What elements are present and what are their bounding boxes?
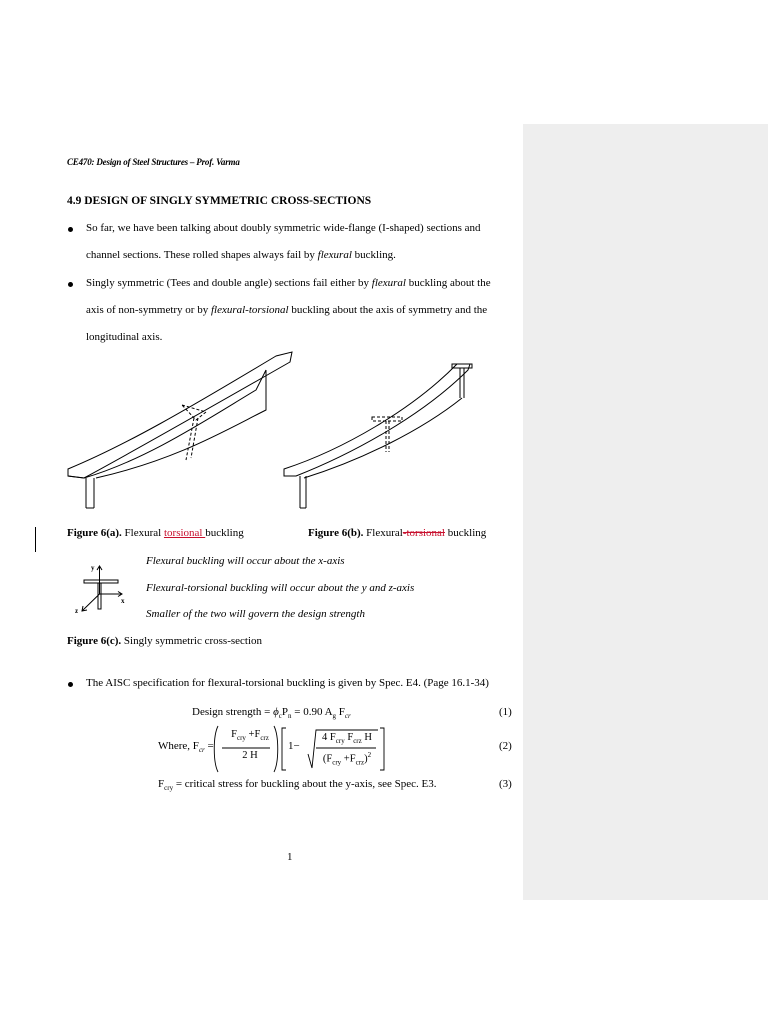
- tracked-insertion: torsional: [163, 527, 206, 539]
- figure-note-1: Flexural buckling will occur about the x-axis: [146, 555, 345, 567]
- figure-6a-caption: [67, 527, 244, 539]
- figure-6c-cross-section: [72, 562, 132, 622]
- text-run: buckling about the: [405, 277, 491, 289]
- equation-2-numerator-2: 4 $F_{cry}$ $F_{crz}$ H: [322, 732, 372, 746]
- figure-6c-caption: [67, 635, 262, 647]
- page-number: 1: [287, 851, 293, 863]
- text-run: Flexural: [363, 527, 403, 539]
- text-run: buckling about the axis of symmetry and the: [288, 304, 488, 316]
- bullet-dot: [68, 282, 73, 287]
- bullet-dot: [68, 227, 73, 232]
- change-bar-marker: [35, 527, 36, 552]
- text-run: axis of non-symmetry or by: [86, 304, 211, 316]
- bullet-2-line-3: longitudinal axis.: [86, 331, 163, 343]
- bullet-2-line-2: [86, 304, 487, 317]
- equation-2-denominator-2: $(F_{cry} +F_{crz})^2$: [322, 751, 372, 767]
- bullet-dot: [68, 682, 73, 687]
- equation-1-number: (1): [499, 706, 512, 718]
- equation-1: Design strength = $\phi_cP_n = 0.90$ $A_g$ $F_{cr}$: [192, 706, 351, 721]
- bullet-3: The AISC specification for flexural-torsional buckling is given by Spec. E4. (Page 16.1-34): [86, 677, 489, 689]
- caption-label: Figure 6(c).: [67, 635, 122, 647]
- equation-2-numerator-1: $F_{cry} +F_{crz}$: [231, 729, 269, 743]
- section-title: 4.9 DESIGN OF SINGLY SYMMETRIC CROSS-SECTIONS: [67, 195, 372, 207]
- equation-2-one-minus: 1−: [288, 740, 300, 752]
- axis-label-x: x: [121, 597, 125, 605]
- figure-6a-drawing: [66, 350, 296, 510]
- emphasis: flexural-torsional: [210, 304, 289, 316]
- caption-label: Figure 6(a).: [67, 527, 122, 539]
- figure-6b-drawing: [282, 350, 502, 510]
- axis-label-z: z: [75, 607, 79, 615]
- bullet-1-line-2: [86, 249, 396, 262]
- text-run: channel sections. These rolled shapes always fail by: [86, 249, 318, 261]
- running-head: CE470: Design of Steel Structures – Prof. Varma: [67, 157, 240, 167]
- comments-pane: [523, 124, 768, 900]
- text-run: = critical stress for buckling about the y-axis, see Spec. E3.: [173, 778, 437, 790]
- tracked-deletion: -torsional: [402, 527, 445, 539]
- bullet-1-line-1: So far, we have been talking about doubly symmetric wide-flange (I-shaped) sections and: [86, 222, 481, 234]
- axis-label-y: y: [91, 564, 95, 572]
- equation-3-number: (3): [499, 778, 512, 790]
- text-run: buckling: [445, 527, 487, 539]
- figure-note-2: Flexural-torsional buckling will occur about the y and z-axis: [146, 582, 415, 594]
- equation-2-denominator-1: 2 H: [242, 750, 258, 761]
- equation-3: $F_{cry}$ = critical stress for buckling about the y-axis, see Spec. E3.: [158, 778, 437, 793]
- text-run: Singly symmetric (Tees and double angle) sections fail either by: [86, 277, 372, 289]
- text-run: buckling: [205, 527, 244, 539]
- bullet-2-line-1: [86, 277, 491, 290]
- equation-2-number: (2): [499, 740, 512, 752]
- figure-6b-caption: [308, 527, 486, 539]
- text-run: Flexural: [121, 527, 164, 539]
- emphasis: flexural: [317, 249, 352, 261]
- caption-label: Figure 6(b).: [308, 527, 364, 539]
- figure-note-3: Smaller of the two will govern the design strength: [146, 608, 365, 620]
- text-run: Where, F: [158, 740, 199, 752]
- text-run: Singly symmetric cross-section: [121, 635, 263, 647]
- text-run: buckling.: [351, 249, 396, 261]
- emphasis: flexural: [371, 277, 406, 289]
- equation-2-where: Where, $F_{cr}$ =: [158, 740, 214, 755]
